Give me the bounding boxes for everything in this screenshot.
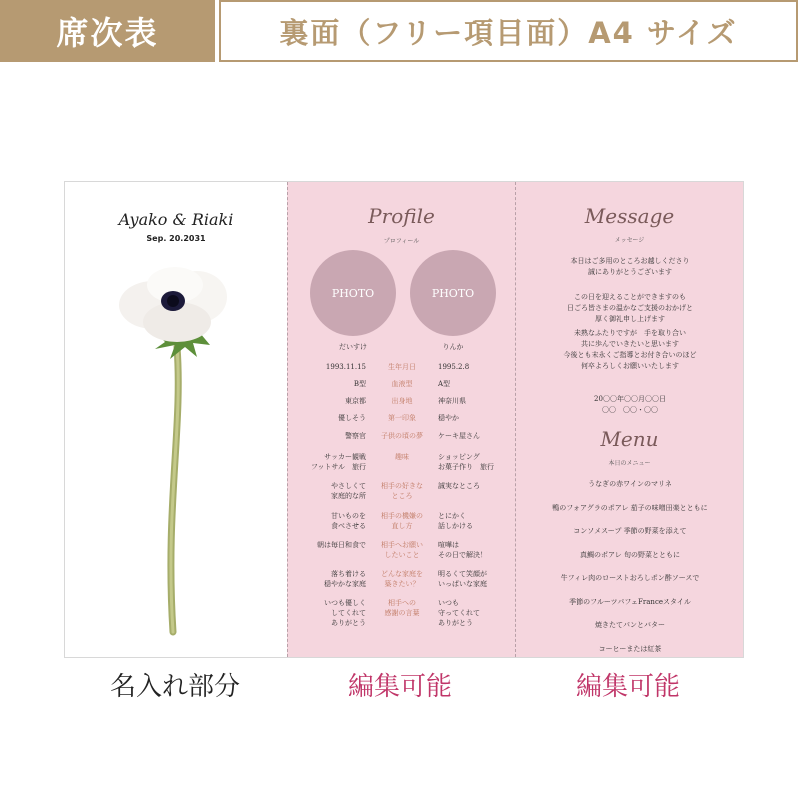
header [0,0,800,62]
header-label: 席次表 [0,0,215,62]
profile-left-value: 甘いものを 食べさせる [331,512,366,530]
profile-label: 出身地 [391,397,413,405]
photo-placeholder-bride: PHOTO [410,250,496,336]
profile-label: 相手へお願い したいこと [381,541,423,559]
profile-right-value: ケーキ屋さん [438,432,480,440]
profile-label: 相手の機嫌の 直し方 [381,512,423,530]
message-paragraph-2: この日を迎えることができますのも 日ごろ皆さまの温かなご支援のおかげと 厚く御礼申し上げます [567,293,693,323]
groom-name: だいすけ [339,343,367,351]
menu-item: 鴨のフォアグラのポアレ 茄子の味噌田楽とともに [552,503,708,512]
profile-label: 第一印象 [388,414,416,422]
name-panel [65,182,287,657]
message-menu-panel [515,182,743,657]
profile-label: 血液型 [391,380,413,388]
bride-name: りんか [442,343,464,351]
profile-left-value: 警察官 [345,432,366,440]
menu-subtitle: 本日のメニュー [608,460,651,467]
anemone-flower-image [105,267,245,637]
profile-right-value: 明るくて笑顔が いっぱいな家庭 [438,570,487,588]
profile-label: 趣味 [395,453,409,461]
profile-label: 相手への 感謝の言葉 [384,599,420,617]
menu-item: コーヒーまたは紅茶 [598,644,662,653]
profile-right-value: 神奈川県 [438,397,466,405]
menu-item: 季節のフルーツパフェFranceスタイル [569,597,691,606]
profile-left-value: やさしくて 家庭的な所 [331,482,366,500]
profile-right-value: 喧嘩は その日で解決！ [438,541,487,559]
profile-subtitle: プロフィール [383,238,420,245]
profile-left-value: 東京都 [345,397,366,405]
caption-name-area: 名入れ部分 [109,672,240,702]
profile-title: Profile [368,204,435,228]
profile-right-value: いつも 守ってくれて ありがとう [438,599,480,627]
caption-editable-2: 編集可能 [575,672,680,702]
profile-right-value: ショッピング お菓子作り 旅行 [438,453,494,471]
profile-label: 生年月日 [388,363,416,371]
profile-right-value: とにかく 話しかける [438,512,473,530]
menu-item: コンソメスープ 季節の野菜を添えて [573,527,687,535]
message-title: Message [584,204,675,228]
profile-label: 子供の頃の夢 [381,432,423,440]
profile-left-value: いつも優しく してくれて ありがとう [324,599,366,627]
menu-item: 焼きたてパンとバター [595,621,665,629]
profile-panel [287,182,515,657]
profile-right-value: A型 [438,380,451,388]
profile-label: どんな家庭を 築きたい？ [381,570,423,588]
message-paragraph-3: 未熟なふたりですが 手を取り合い 共に歩んでいきたいと思います 今後とも末永くご指導とお付き合いのほど 何卒よろしくお願いいたします [563,329,697,370]
menu-title: Menu [600,427,659,451]
profile-right-value: 誠実なところ [438,482,480,490]
message-subtitle: メッセージ [614,237,645,244]
caption-editable-1: 編集可能 [347,672,452,702]
photo-placeholder-groom: PHOTO [310,250,396,336]
profile-left-value: 優しそう [338,414,366,422]
profile-label: 相手の好きな ところ [381,482,423,500]
menu-item: うなぎの赤ワインのマリネ [588,480,672,488]
profile-left-value: 落ち着ける 穏やかな家庭 [324,570,366,588]
message-signature: 20〇〇年〇〇月〇〇日 〇〇 〇〇・〇〇 [594,395,666,414]
profile-left-value: 朝は毎日和食で [317,541,366,549]
profile-left-value: サッカー観戦 フットサル 旅行 [310,453,366,471]
profile-right-value: 1995.2.8 [438,363,470,371]
profile-left-value: B型 [353,380,366,388]
profile-right-value: 穏やか [438,414,459,422]
couple-names-script: Ayako & Riaki [118,210,234,229]
menu-item: 真鯛のポアレ 旬の野菜とともに [580,550,680,559]
header-title: 裏面（フリー項目面）A4 サイズ [219,0,798,62]
seating-chart-card [64,181,744,658]
message-paragraph-1: 本日はご多用のところお越しくださり 誠にありがとうございます [570,257,690,276]
wedding-date: Sep. 20.2031 [146,234,206,243]
profile-left-value: 1993.11.15 [325,363,366,371]
menu-item: 牛フィレ肉のローストおろしポン酢ソースで [560,574,700,582]
